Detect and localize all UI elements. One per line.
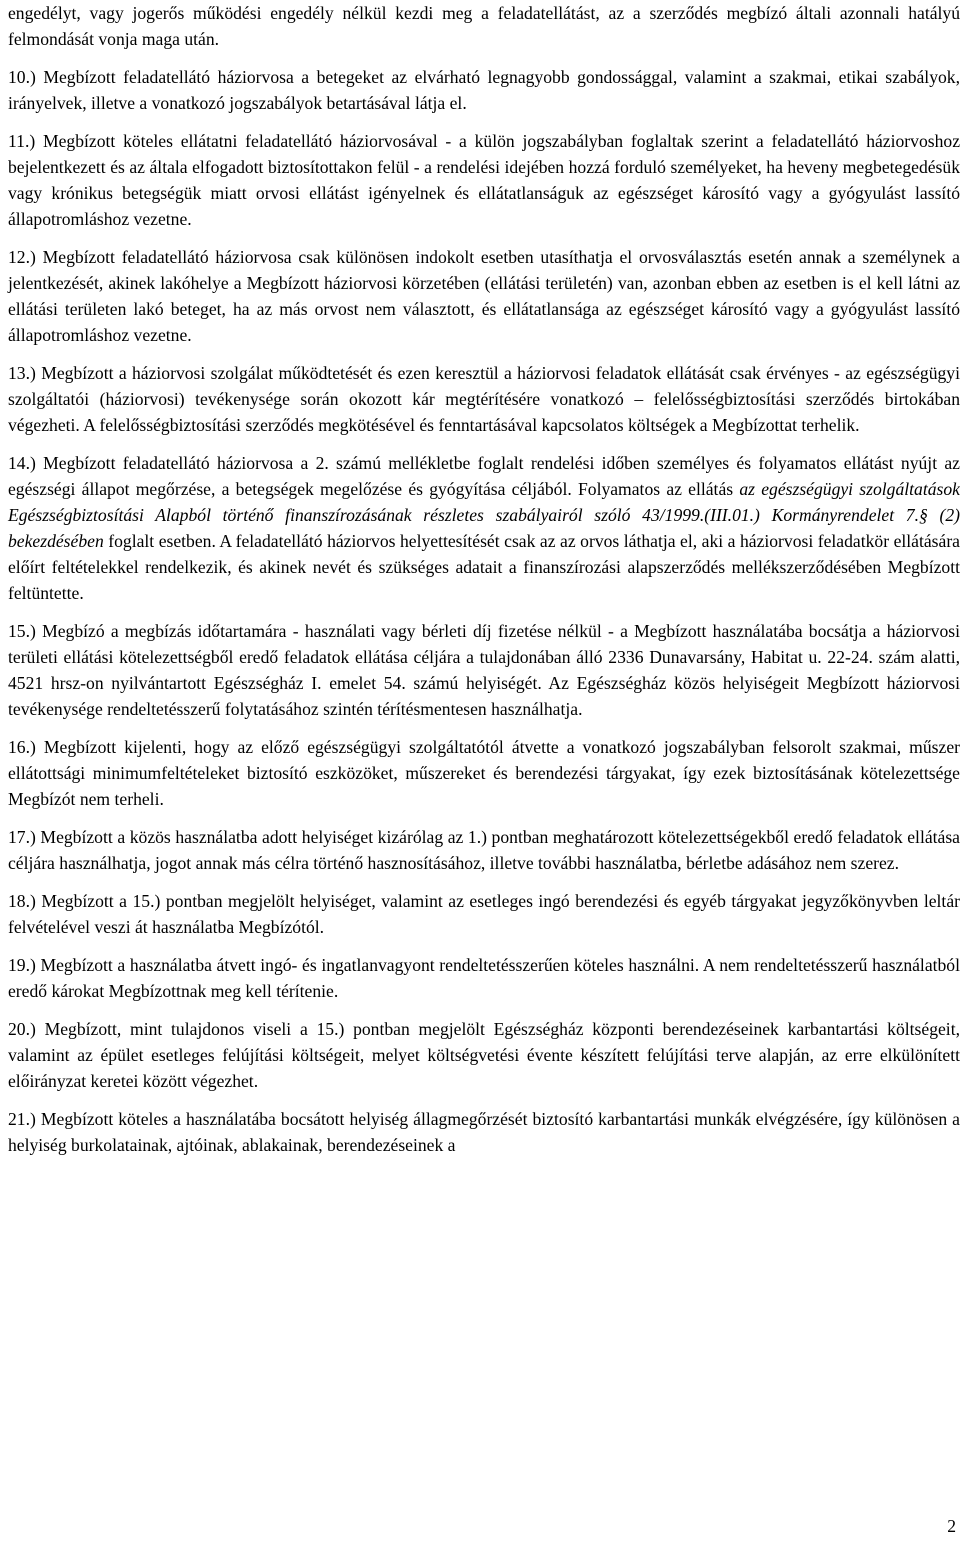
paragraph-text: 18.) Megbízott a 15.) pontban megjelölt helyiséget, valamint az esetleges ingó berendezési és egyéb tárgyakat jegyzőkönyvben leltár felvételével veszi át használatba Megbízótól.: [8, 891, 960, 937]
paragraph-text: 17.) Megbízott a közös használatba adott helyiséget kizárólag az 1.) pontban meghatározott kötelezettségekből eredő feladatok ellátása céljára használhatja, jogot annak más célra történő hasznosításához, illetve további használatba, bérletbe adásához nem szerez.: [8, 827, 960, 873]
paragraph-text: 15.) Megbízó a megbízás időtartamára - használati vagy bérleti díj fizetése nélkül - a Megbízott használatába bocsátja a háziorvosi területi ellátási kötelezettségből eredő feladatok ellátása céljára a tulajdonában álló 2336 Dunavarsány, Habitat u. 22-24. szám alatti, 4521 hrsz-on nyilvántartott Egészségház I. emelet 54. számú helyiségét. Az Egészségház közös helyiségeit Megbízott háziorvosi tevékenysége rendeltetésszerű folytatásához szintén térítésmentesen használhatja.: [8, 621, 960, 719]
document-page: [8, 0, 960, 1170]
paragraph-p21: [8, 1106, 960, 1158]
paragraph-p15: [8, 618, 960, 722]
paragraph-text: 10.) Megbízott feladatellátó háziorvosa a betegeket az elvárható legnagyobb gondossággal, valamint a szakmai, etikai szabályok, irányelvek, illetve a vonatkozó jogszabályok betartásával látja el.: [8, 67, 960, 113]
paragraph-p17: [8, 824, 960, 876]
paragraph-text: 20.) Megbízott, mint tulajdonos viseli a 15.) pontban megjelölt Egészségház központi berendezéseinek karbantartási költségeit, valamint az épület esetleges felújítási költségeit, melyet költségvetési évente készített felújítási terve alapján, az erre elkülönített előirányzat keretei között végezhet.: [8, 1019, 960, 1091]
paragraph-text: 16.) Megbízott kijelenti, hogy az előző egészségügyi szolgáltatótól átvette a vonatkozó jogszabályban felsorolt szakmai, műszer ellátottsági minimumfeltételeket biztosító eszközöket, műszereket és berendezési tárgyakat, így ezek biztosításának kötelezettsége Megbízót nem terheli.: [8, 737, 960, 809]
paragraph-p11: [8, 128, 960, 232]
page-number: 2: [947, 1516, 956, 1536]
paragraph-p19: [8, 952, 960, 1004]
paragraph-text: engedélyt, vagy jogerős működési engedély nélkül kezdi meg a feladatellátást, az a szerződés megbízó általi azonnali hatályú felmondását vonja maga után.: [8, 3, 960, 49]
paragraph-text: 13.) Megbízott a háziorvosi szolgálat működtetését és ezen keresztül a háziorvosi feladatok ellátását csak érvényes - az egészségügyi szolgáltatói (háziorvosi) tevékenysége során okozott kár megtérítésére vonatkozó – felelősségbiztosítási szerződés birtokában végezheti. A felelősségbiztosítási szerződés megkötésével és fenntartásával kapcsolatos költségek a Megbízottat terhelik.: [8, 363, 960, 435]
paragraph-text: foglalt esetben. A feladatellátó háziorvos helyettesítését csak az az orvos láthatja el, aki a háziorvosi feladatkör ellátására előírt feltételekkel rendelkezik, és akinek nevét és szükséges adatait a finanszírozási alapszerződés mellékszerződésében Megbízott feltüntette.: [8, 531, 960, 603]
paragraph-text: 14.) Megbízott feladatellátó háziorvosa a 2. számú mellékletbe foglalt rendelési időben személyes és folyamatos ellátást nyújt az egészségi állapot megőrzése, a betegségek megelőzése és gyógyítása céljából. Folyamatos az ellátás: [8, 453, 960, 499]
italic-citation: az egészségügyi szolgáltatások Egészségbiztosítási Alapból történő finanszírozásának részletes szabályairól szóló 43/1999.(III.01.) Kormányrendelet 7.§ (2) bekezdésében: [8, 479, 960, 551]
paragraph-p16: [8, 734, 960, 812]
paragraph-p12: [8, 244, 960, 348]
paragraph-p20: [8, 1016, 960, 1094]
document-body: [8, 0, 960, 1158]
paragraph-p13: [8, 360, 960, 438]
paragraph-p14: [8, 450, 960, 606]
paragraph-p10: [8, 64, 960, 116]
paragraph-text: 11.) Megbízott köteles ellátatni feladatellátó háziorvosával - a külön jogszabályban foglaltak szerint a feladatellátó háziorvoshoz bejelentkezett és az általa elfogadott biztosítottakon felül - a rendelési idejében hozzá forduló személyeket, ha heveny megbetegedésük vagy krónikus betegségük miatt orvosi ellátást igényelnek és ellátatlanságuk az egészséget károsító vagy a gyógyulást lassító állapotromláshoz vezetne.: [8, 131, 960, 229]
paragraph-text: 21.) Megbízott köteles a használatába bocsátott helyiség állagmegőrzését biztosító karbantartási munkák elvégzésére, így különösen a helyiség burkolatainak, ajtóinak, ablakainak, berendezéseinek a: [8, 1109, 960, 1155]
paragraph-text: 12.) Megbízott feladatellátó háziorvosa csak különösen indokolt esetben utasíthatja el orvosválasztás esetén annak a személynek a jelentkezését, akinek lakóhelye a Megbízott háziorvosi körzetében (ellátási területén) van, azonban ebben az esetben is el kell látni az ellátási területen lakó beteget, ha az más orvost nem választott, és ellátatlansága az egészséget károsító vagy a gyógyulást lassító állapotromláshoz vezetne.: [8, 247, 960, 345]
paragraph-text: 19.) Megbízott a használatba átvett ingó- és ingatlanvagyont rendeltetésszerűen köteles használni. A nem rendeltetésszerű használatból eredő károkat Megbízottnak meg kell térítenie.: [8, 955, 960, 1001]
paragraph-p-cont: [8, 0, 960, 52]
paragraph-p18: [8, 888, 960, 940]
